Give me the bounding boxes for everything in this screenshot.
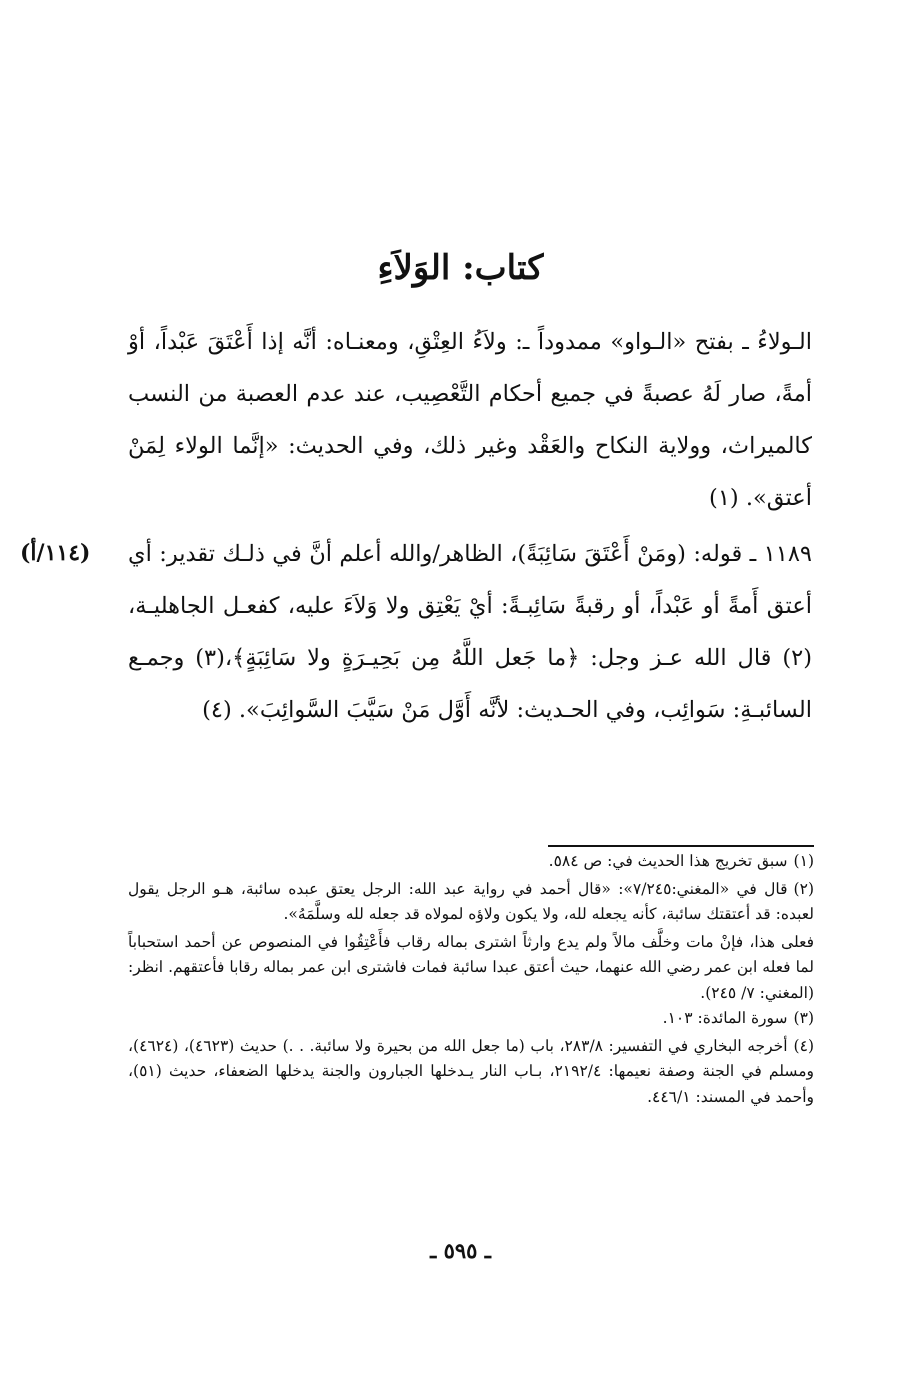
footnote-2-continuation: فعلى هذا، فإنْ مات وخلَّف مالاً ولم يدع وارثاً اشترى بماله رقاب فأَعْتِقُوا في المنصوص عن أحمد استحباباً لما فعله ابن عمر رضي الله عنهما، حيث أعتق عبدا سائبة فمات فاشترى ابن عمر بماله رقابا فأعتقهم. انظر: (المغني: ٧/ ٢٤٥). xyxy=(128,932,814,1002)
footnote-text: أخرجه البخاري في التفسير: ٢٨٣/٨، باب (ما جعل الله من بحيرة ولا سائبة. . .) حديث (٤٦٢٣)، (٤٦٢٤)، ومسلم في الجنة وصفة نعيمها: ٢١٩٢/٤، بـاب النار يـدخلها الجبارون والجنة يدخلها الضعفاء، حديث (٥١)، وأحمد في المسند: ٤٤٦/١. xyxy=(128,1036,814,1106)
paragraph-wala-definition xyxy=(128,316,812,524)
footnote-text: سورة المائدة: ١٠٣. xyxy=(662,1009,788,1027)
footnote-text: سبق تخريج هذا الحديث في: ص ٥٨٤. xyxy=(548,852,788,870)
footnote-text: قال في «المغني:٧/٢٤٥»: «قال أحمد في رواية عبد الله: الرجل يعتق عبده سائبة، هـو الرجل يقول لعبده: قد أعتقتك سائبة، كأنه يجعله لله، ولا يكون ولاؤه لمولاه قد جعله لله وسلَّمَهُ». xyxy=(128,879,814,923)
chapter-title: كتاب: الوَلاَءِ xyxy=(377,248,544,288)
footnote-2 xyxy=(128,877,814,928)
margin-folio-note: (١١٤/أ) xyxy=(20,540,91,566)
footnote-number: (١) xyxy=(793,852,814,870)
footnote-3 xyxy=(128,1006,814,1032)
footnote-number: (٤) xyxy=(793,1036,814,1055)
footnote-number: (٢) xyxy=(793,879,814,898)
footnote-number: (٣) xyxy=(793,1009,814,1027)
page-number: ـ ٥٩٥ ـ xyxy=(430,1238,491,1263)
footnote-4 xyxy=(128,1034,814,1111)
footnote-1 xyxy=(128,849,814,875)
paragraph-text: ١١٨٩ ـ قوله: (ومَنْ أَعْتَقَ سَائِبَةً)، الظاهر/والله أعلم أنَّ في ذلـك تقدير: أي أعتق أَمةً أو عَبْداً، أو رقبةً سَائِبـةً: أيْ يَعْتِق ولا وَلاَءَ عليه، كفعـل الجاهليـة،(٢) قال الله عـز وجل: ﴿ما جَعل اللَّهُ مِن بَحِيـرَةٍ ولا سَائِبَةٍ﴾،(٣) وجمـع السائبـةِ: سَوائِب، وفي الحـديث: لأنَّه أَوَّل مَنْ سَيَّبَ السَّوائِبَ». (٤) xyxy=(128,541,812,723)
footnotes xyxy=(128,849,814,1112)
paragraph-item-1189 xyxy=(128,528,812,736)
paragraph-text: الـولاءُ ـ بفتح «الـواو» ممدوداً ـ: ولاَءُ العِتْقِ، ومعنـاه: أنَّه إذا أَعْتَقَ عَبْداً، أوْ أمةً، صار لَهُ عصبةً في جميع أحكام التَّعْصِيب، عند عدم العصبة من النسب كالميراث، وولاية النكاح والعَقْد وغير ذلك، وفي الحديث: «إنَّما الولاء لِمَنْ أعتق». (١) xyxy=(128,329,812,511)
footnote-divider xyxy=(548,845,814,847)
